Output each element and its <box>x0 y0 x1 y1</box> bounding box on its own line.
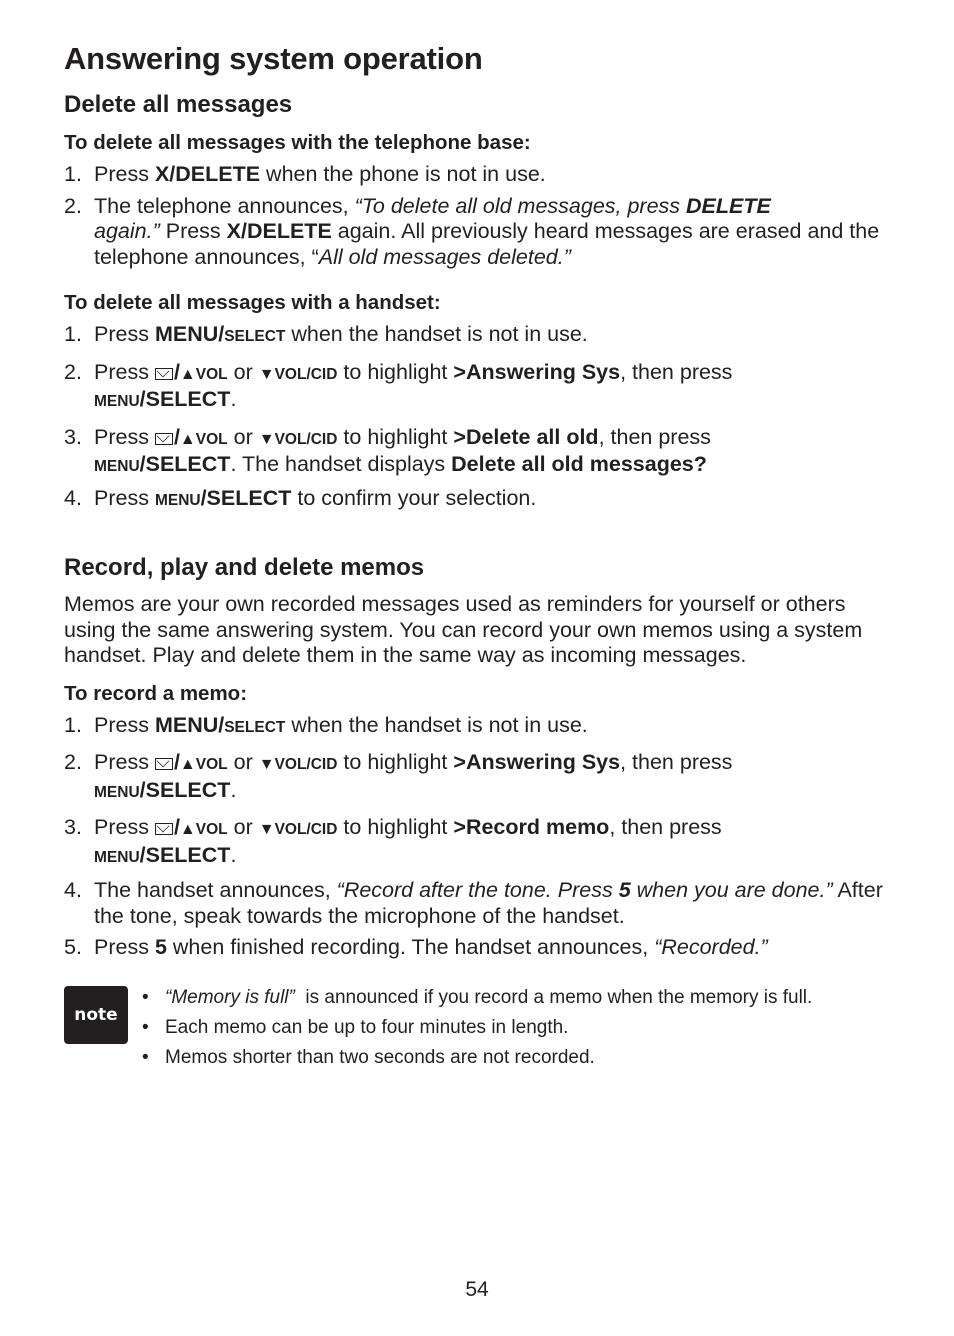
subheading-record-memo: To record a memo: <box>64 681 248 705</box>
up-triangle-icon: ▲ <box>179 430 196 448</box>
base-steps-list <box>64 162 894 270</box>
list-item: 5. Press 5 when finished recording. The handset announces, “Recorded.” <box>64 935 768 959</box>
subheading-handset: To delete all messages with a handset: <box>64 291 441 314</box>
list-item: 1. Press MENU/SELECT when the handset is not in use. <box>64 322 588 346</box>
up-triangle-icon: ▲ <box>179 821 196 838</box>
envelope-icon <box>155 823 173 835</box>
down-triangle-icon: ▼ <box>258 756 275 773</box>
envelope-icon <box>155 758 173 770</box>
page-content <box>64 40 894 961</box>
down-triangle-icon: ▼ <box>258 365 275 383</box>
record-steps-list <box>64 713 894 961</box>
envelope-icon <box>155 368 173 380</box>
handset-steps-list <box>64 322 894 513</box>
down-triangle-icon: ▼ <box>258 430 275 448</box>
section-heading-delete-all: Delete all messages <box>64 91 293 118</box>
envelope-icon <box>155 433 173 445</box>
list-item: 3. Press /▲VOL or ▼VOL/CID to highlight >Delete all old, then press MENU/SELECT. The handset displays Delete all old messages? <box>64 424 711 476</box>
memos-intro: Memos are your own recorded messages used as reminders for yourself or others using the same answering system. You can record your own memos using a system handset. Play and delete them in the same way as incoming messages. <box>64 592 863 667</box>
subheading-telephone-base: To delete all messages with the telephone base: <box>64 131 531 154</box>
list-item: • Each memo can be up to four minutes in length. <box>140 1013 900 1043</box>
list-item: 1. Press X/DELETE when the phone is not in use. <box>64 162 546 186</box>
list-item: • “Memory is full” is announced if you record a memo when the memory is full. <box>140 983 900 1013</box>
down-triangle-icon: ▼ <box>258 821 275 838</box>
page-title: Answering system operation <box>64 41 483 76</box>
list-item: 2. Press /▲VOL or ▼VOL/CID to highlight >Answering Sys, then press MENU/SELECT. <box>64 750 733 802</box>
page-number: 54 <box>465 1278 489 1301</box>
up-triangle-icon: ▲ <box>179 756 196 773</box>
list-item: • Memos shorter than two seconds are not recorded. <box>140 1043 900 1073</box>
list-item: 4. The handset announces, “Record after the tone. Press 5 when you are done.” After the tone, speak towards the microphone of the handset. <box>64 878 883 928</box>
list-item: 2. Press /▲VOL or ▼VOL/CID to highlight >Answering Sys, then press MENU/SELECT. <box>64 359 733 411</box>
list-item: 2. The telephone announces, “To delete all old messages, press DELETE again.” Press X/DELETE again. All previously heard messages are erased and the telephone announces, “All old messages deleted.” <box>64 193 880 269</box>
list-item: 1. Press MENU/SELECT when the handset is not in use. <box>64 712 588 737</box>
note-badge: note <box>64 986 128 1044</box>
list-item: 4. Press MENU/SELECT to confirm your selection. <box>64 485 537 510</box>
list-item: 3. Press /▲VOL or ▼VOL/CID to highlight >Record memo, then press MENU/SELECT. <box>64 815 722 867</box>
section-heading-memos: Record, play and delete memos <box>64 554 425 581</box>
note-list <box>140 983 900 1073</box>
up-triangle-icon: ▲ <box>179 365 196 383</box>
